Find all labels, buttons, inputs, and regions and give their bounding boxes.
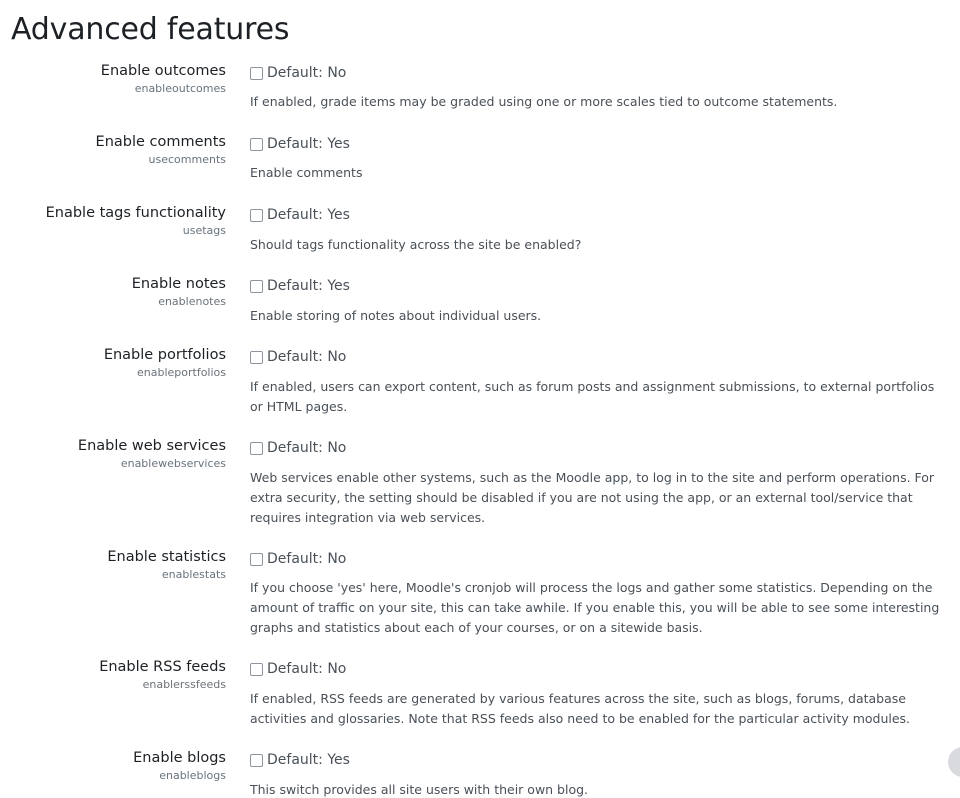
setting-description: If enabled, users can export content, such as forum posts and assignment submissions, to external portfolios or HTML pages.	[250, 379, 935, 414]
setting-key: enablerssfeeds	[142, 678, 226, 691]
setting-label	[0, 346, 226, 380]
setting-description: Web services enable other systems, such as the Moodle app, to log in to the site and perform operations. For extra security, the setting should be disabled if you are not using the app, or an external tool/service that requires integration via web services.	[250, 470, 935, 525]
enablerssfeeds-checkbox[interactable]	[250, 663, 263, 676]
enablewebservices-checkbox[interactable]	[250, 442, 263, 455]
default-value: Default: No	[267, 551, 347, 567]
setting-key: enablenotes	[158, 295, 226, 308]
setting-control	[250, 275, 350, 297]
enablestats-checkbox[interactable]	[250, 553, 263, 566]
setting-title: Enable comments	[95, 134, 226, 150]
page-title: Advanced features	[11, 12, 290, 47]
setting-control	[250, 437, 346, 459]
setting-key: enableoutcomes	[134, 82, 226, 95]
setting-title: Enable notes	[131, 276, 226, 292]
setting-label	[0, 749, 226, 783]
default-value: Default: Yes	[267, 278, 350, 294]
setting-description: Should tags functionality across the site be enabled?	[250, 237, 582, 252]
setting-control	[250, 658, 346, 680]
scroll-to-top-button[interactable]	[948, 747, 960, 777]
setting-title: Enable web services	[77, 438, 226, 454]
usetags-checkbox[interactable]	[250, 209, 263, 222]
setting-title: Enable portfolios	[103, 347, 226, 363]
setting-description: If enabled, grade items may be graded using one or more scales tied to outcome statements.	[250, 94, 838, 109]
default-value: Default: Yes	[267, 752, 350, 768]
setting-control	[250, 133, 350, 155]
setting-label	[0, 133, 226, 167]
setting-control	[250, 204, 350, 226]
usecomments-checkbox[interactable]	[250, 138, 263, 151]
setting-key: enablestats	[161, 568, 226, 581]
enableblogs-checkbox[interactable]	[250, 754, 263, 767]
setting-key: usetags	[182, 224, 226, 237]
setting-label	[0, 437, 226, 471]
setting-title: Enable blogs	[133, 750, 226, 766]
setting-key: enableportfolios	[136, 366, 226, 379]
setting-title: Enable statistics	[107, 549, 226, 565]
setting-description: If enabled, RSS feeds are generated by various features across the site, such as blogs, forums, database activities and glossaries. Note that RSS feeds also need to be enabled for the particular activity modules.	[250, 691, 911, 726]
default-value: Default: Yes	[267, 136, 350, 152]
setting-label	[0, 548, 226, 582]
setting-control	[250, 548, 346, 570]
setting-title: Enable tags functionality	[45, 205, 226, 221]
enableportfolios-checkbox[interactable]	[250, 351, 263, 364]
default-value: Default: Yes	[267, 207, 350, 223]
setting-title: Enable outcomes	[100, 63, 226, 79]
setting-control	[250, 346, 346, 368]
setting-control	[250, 749, 350, 771]
setting-key: usecomments	[148, 153, 226, 166]
setting-label	[0, 275, 226, 309]
setting-label	[0, 62, 226, 96]
setting-description: If you choose 'yes' here, Moodle's cronjob will process the logs and gather some statistics. Depending on the amount of traffic on your site, this can take awhile. If you enable this, you will be able to see some interesting graphs and statistics about each of your courses, or on a sitewide basis.	[250, 580, 940, 635]
default-value: Default: No	[267, 661, 347, 677]
setting-key: enableblogs	[159, 769, 226, 782]
default-value: Default: No	[267, 65, 347, 81]
setting-description: Enable storing of notes about individual users.	[250, 308, 542, 323]
enablenotes-checkbox[interactable]	[250, 280, 263, 293]
setting-key: enablewebservices	[120, 457, 226, 470]
default-value: Default: No	[267, 349, 347, 365]
setting-description: Enable comments	[250, 165, 363, 180]
setting-control	[250, 62, 346, 84]
setting-title: Enable RSS feeds	[99, 659, 226, 675]
setting-label	[0, 658, 226, 692]
setting-label	[0, 204, 226, 238]
enableoutcomes-checkbox[interactable]	[250, 67, 263, 80]
setting-description: This switch provides all site users with their own blog.	[250, 782, 589, 797]
default-value: Default: No	[267, 440, 347, 456]
